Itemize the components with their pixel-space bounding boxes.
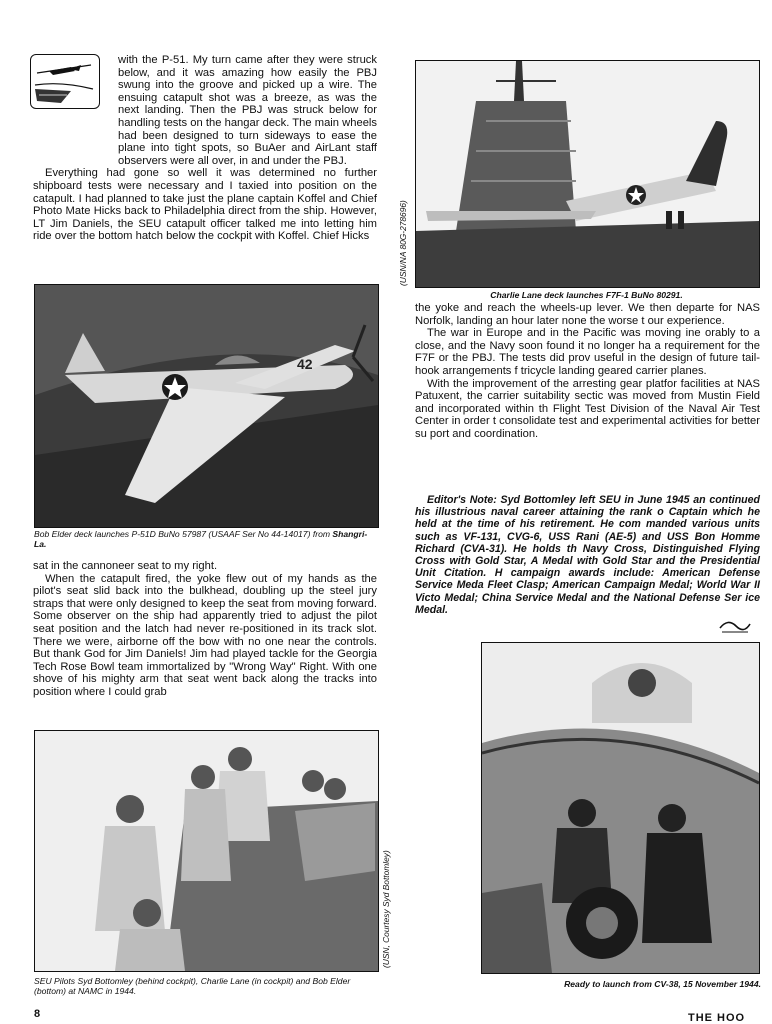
para-4: When the catapult fired, the yoke flew out of my hands as the pilot's seat slid back into the bulkhead, doubling up the steel jury straps that were only designed to keep the seat from moving forward. Some observer on the ship had apparently tried to adjust the pilot seat position and the latch had never re-positioned in its track slot. There we were, airborne off the bow with no one near the controls. But thank God for Jim Daniels! Jim had played tackle for the Georgia Tech Rose Bowl team immortalized by "Wrong Way" Right. With one shove of his mighty arm that seat went back along the tracks into position where I could grab xyxy=(33,572,377,698)
para-3: sat in the cannoneer seat to my right. xyxy=(33,560,218,572)
pilots-photo-credit: (USN, Courtesy Syd Bottomley) xyxy=(381,850,391,968)
f7f-photo-credit: (USN/NA 80G-278696) xyxy=(398,200,408,286)
right-col-block xyxy=(415,302,760,441)
editor-note: Editor's Note: Syd Bottomley left SEU in June 1945 an continued his illustrious naval career attaining the rank o Captain which he held at the time of his retirement. He com manded various units such as VF-131, CVG-6, USS Rani (AE-5) and USS Bon Homme Richard (CVA-31). He holds th Navy Cross, Distinguished Flying Cross with Gold Star, A Medal with Gold Star and the Presidential Unit Citation. H campaign awards include: American Defense Service Meda Fleet Clasp; American Campaign Medal; World War II Victo Medal; China Service Medal and the National Defense Ser ice Medal. xyxy=(415,494,760,616)
right-para-3: With the improvement of the arresting gear platfor facilities at NAS Patuxent, the carrier suitability sectic was moved from Mustin Field and incorporated within th Flight Test Division of the Naval Air Test Center in order t consolidate test and experimental activities for better su port and coordination. xyxy=(415,377,760,440)
para-intro: with the P-51. My turn came after they were struck below, and it was amazing how easily the PBJ swung into the groove and picked up a wire. The ensuing catapult shot was a breeze, as was the next landing. Then the PBJ was struck below for handling tests on the hangar deck. The main wheels had been designed to turn sideways to ease the plane into tight spots, so BuAer and AirLant staff observers were all over, in and under the PBJ. xyxy=(118,54,377,167)
svg-text:42: 42 xyxy=(297,356,313,372)
f7f-photo xyxy=(415,60,760,288)
page-number: 8 xyxy=(34,1008,41,1020)
cv38-caption: Ready to launch from CV-38, 15 November 1944. xyxy=(564,979,761,989)
running-footer: THE HOO xyxy=(688,1012,746,1024)
p51-caption: Bob Elder deck launches P-51D BuNo 57987 (USAAF Ser No 44-14017) from Shangri-La. xyxy=(34,529,368,549)
left-col-block-1 xyxy=(33,54,377,243)
cv38-photo xyxy=(481,642,760,974)
right-para-1: the yoke and reach the wheels-up lever. We then departe for NAS Norfolk, landing an hour later none the worse t our experience. xyxy=(415,302,760,327)
pilots-caption: SEU Pilots Syd Bottomley (behind cockpit), Charlie Lane (in cockpit) and Bob Elder (bottom) at NAMC in 1944. xyxy=(34,976,351,996)
p51-photo xyxy=(34,284,379,528)
end-mark-icon xyxy=(718,616,752,636)
para-2: Everything had gone so well it was determined no further shipboard tests were necessary and I taxied into position on the catapult. I had planned to take just the plane captain Koffel and Chief Photo Mate Hicks back to Philadelphia direct from the ship. However, LT Jim Daniels, the SEU catapult officer talked me into letting him ride over the bottom hatch below the cockpit with Koffel. Chief Hicks xyxy=(33,167,377,243)
right-para-2: The war in Europe and in the Pacific was moving ine orably to a close, and the Navy soon found it no longer ha a requirement for the F7F or the PBJ. The tests did prov useful in the design of future tail-hook arrangements f tricycle landing geared carrier planes. xyxy=(415,327,760,377)
left-col-block-2 xyxy=(33,560,377,699)
pilots-photo xyxy=(34,730,379,972)
f7f-caption: Charlie Lane deck launches F7F-1 BuNo 80291. xyxy=(490,290,683,300)
